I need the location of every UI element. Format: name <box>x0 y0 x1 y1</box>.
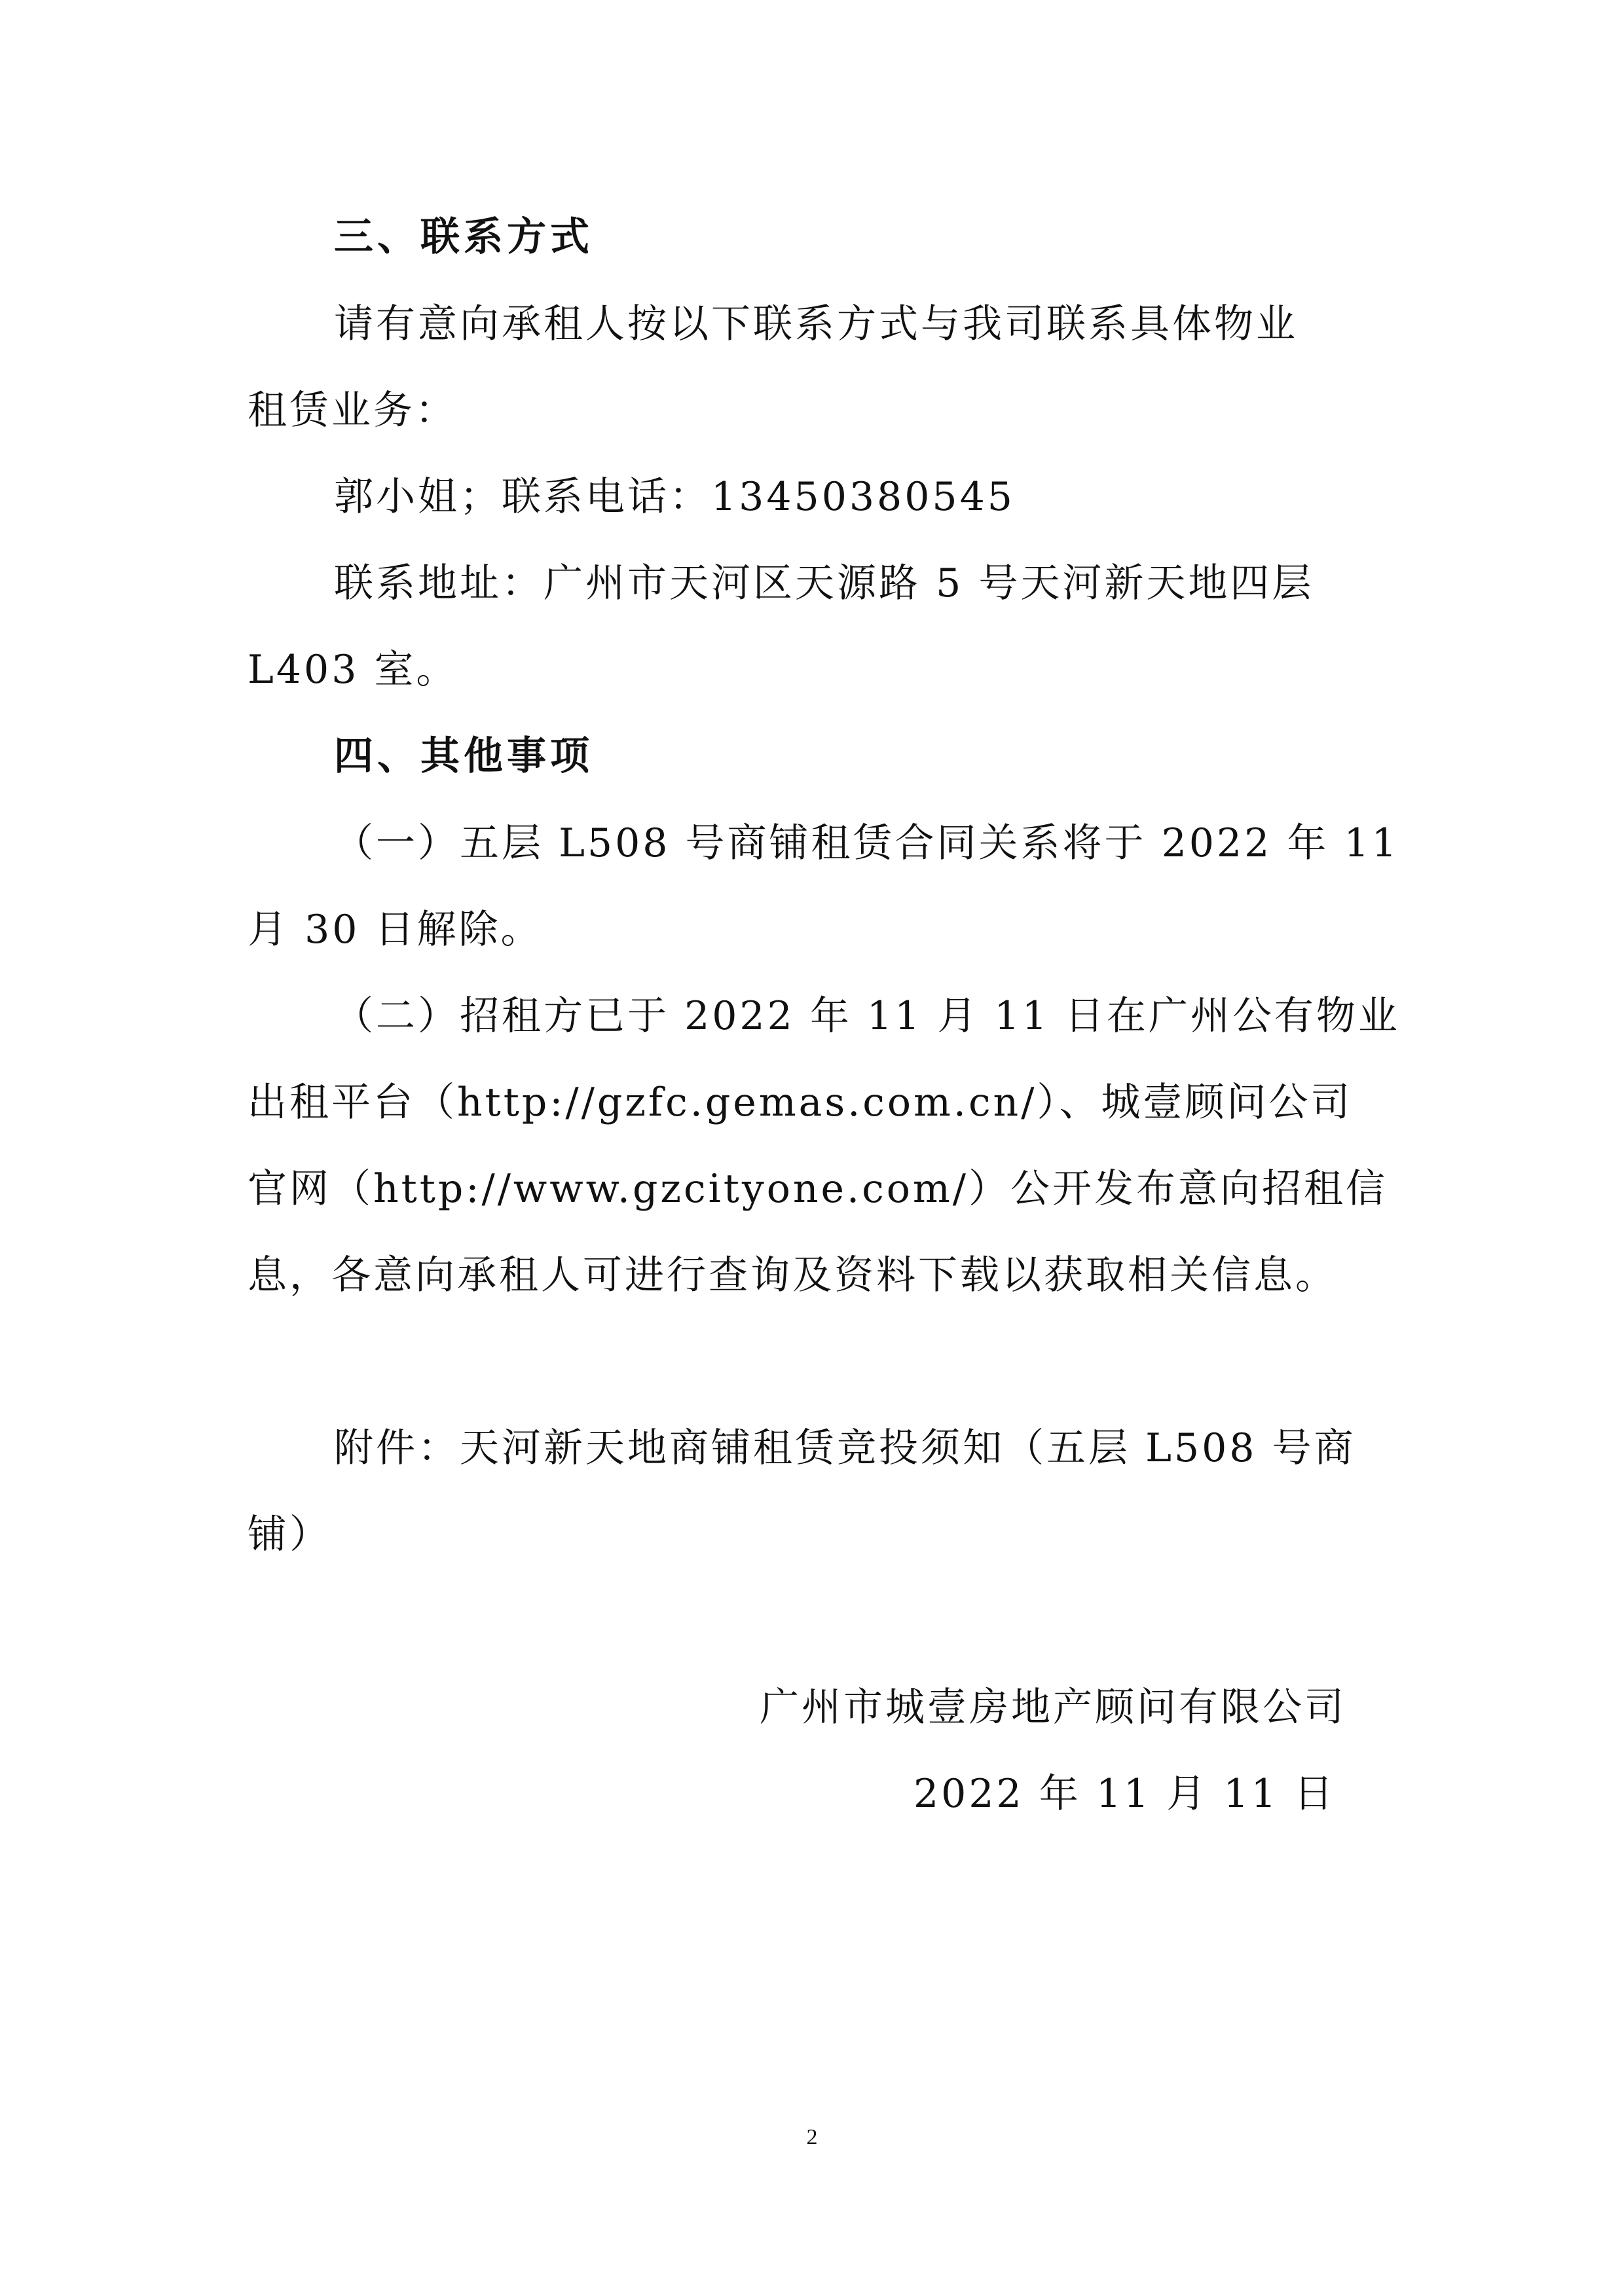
section4-item2-line4: 息，各意向承租人可进行查询及资料下载以获取相关信息。 <box>248 1252 1337 1298</box>
signature-company: 广州市城壹房地产顾问有限公司 <box>760 1685 1346 1730</box>
attachment-line2: 铺） <box>248 1512 331 1558</box>
section3-intro-line1: 请有意向承租人按以下联系方式与我司联系具体物业 <box>334 301 1298 347</box>
attachment-line1: 附件：天河新天地商铺租赁竞投须知（五层 L508 号商 <box>334 1425 1356 1471</box>
section4-item2-line2: 出租平台（http://gzfc.gemas.com.cn/）、城壹顾问公司 <box>248 1080 1353 1125</box>
signature-date: 2022 年 11 月 11 日 <box>913 1771 1336 1817</box>
section4-item1-line2: 月 30 日解除。 <box>248 907 543 953</box>
section4-item2-line3: 官网（http://www.gzcityone.com/）公开发布意向招租信 <box>248 1166 1388 1212</box>
section4-item2-line1: （二）招租方已于 2022 年 11 月 11 日在广州公有物业 <box>334 993 1400 1039</box>
section4-heading: 四、其他事项 <box>334 733 593 779</box>
section4-item1-line1: （一）五层 L508 号商铺租赁合同关系将于 2022 年 11 <box>334 820 1399 866</box>
contact-address-line1: 联系地址：广州市天河区天源路 5 号天河新天地四层 <box>334 560 1314 606</box>
page-number: 2 <box>806 2125 818 2149</box>
contact-address-line2: L403 室。 <box>248 647 458 693</box>
section3-heading: 三、联系方式 <box>334 214 593 260</box>
contact-person: 郭小姐；联系电话：13450380545 <box>334 474 1015 520</box>
section3-intro-line2: 租赁业务： <box>248 388 457 433</box>
